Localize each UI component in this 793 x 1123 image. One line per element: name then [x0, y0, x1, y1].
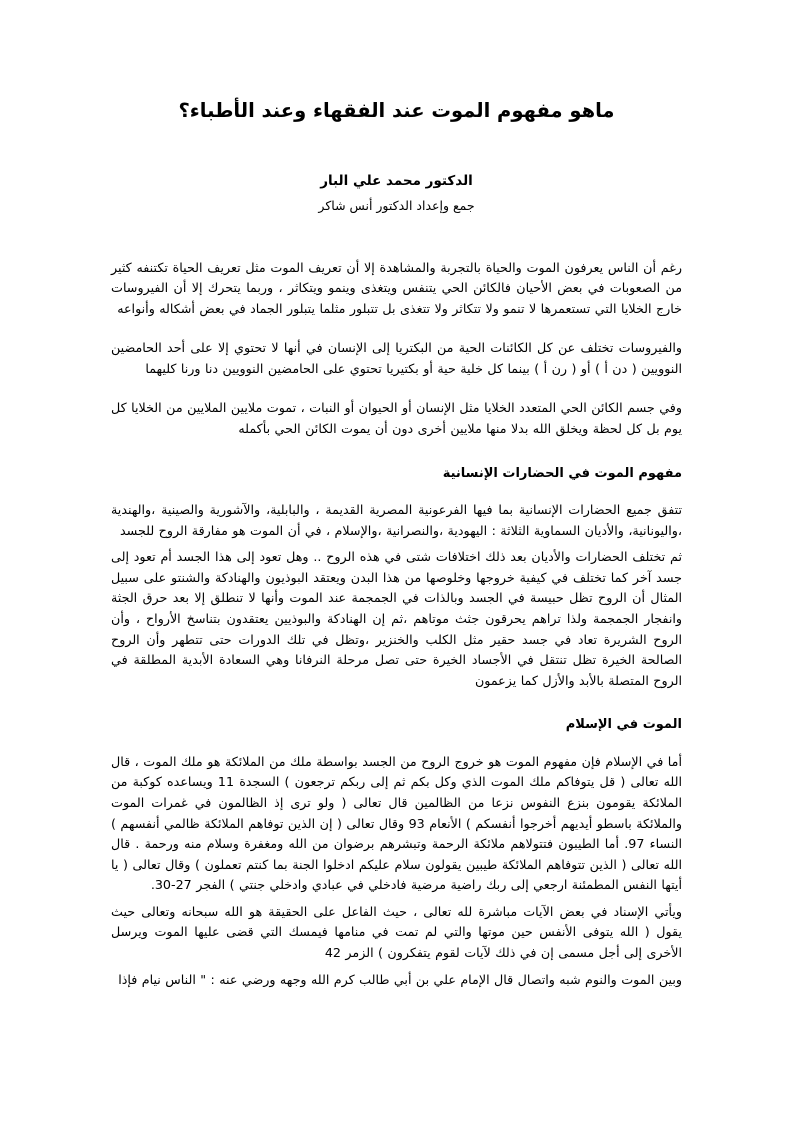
page-title: ماهو مفهوم الموت عند الفقهاء وعند الأطباء؟ — [178, 99, 615, 122]
byline — [111, 171, 682, 215]
intro-paragraph-3: وفي جسم الكائن الحي المتعدد الخلايا مثل الإنسان أو الحيوان أو النبات ، تموت ملايين الملايين من الخلايا كل يوم بل كل لحظة ويخلق الله بدلا منها ملايين أخرى دون أن يموت الكائن الحي بأكمله — [111, 400, 682, 437]
islam-paragraph-1: أما في الإسلام فإن مفهوم الموت هو خروج الروح من الجسد بواسطة ملك من الملائكة هو ملك الموت ، قال الله تعالى ( قل يتوفاكم ملك الموت الذي وكل بكم ثم إلى ربكم ترجعون ) السجدة 11 ويساعده كوكبة من الملائكة يقومون بنزع النفوس نزعا من الظالمين قال تعالى ( ولو ترى إذ الظالمون في غمرات الموت والملائكة باسطو أيديهم أخرجوا أنفسكم ) الأنعام 93 وقال تعالى ( إن الذين توفاهم الملائكة ظالمي أنفسهم ) النساء 97. أما الطيبون فتتولاهم ملائكة الرحمة وتبشرهم برضوان من الله ومغفرة وسلام منه ورحمة . قال الله تعالى ( الذين تتوفاهم الملائكة طيبين يقولون سلام عليكم ادخلوا الجنة بما كنتم تعملون ) وقال تعالى ( يا أيتها النفس المطمئنة ارجعي إلى ربك راضية مرضية فادخلي في عبادي وادخلي جنتي ) الفجر 27-30. — [111, 753, 682, 893]
section-heading-islam: الموت في الإسلام — [565, 717, 682, 733]
section-heading-civilizations: مفهوم الموت في الحضارات الإنسانية — [442, 465, 682, 481]
islam-paragraph-3: وبين الموت والنوم شبه واتصال قال الإمام علي بن أبي طالب كرم الله وجهه ورضي عنه : " الناس نيام فإذا — [118, 971, 682, 987]
compiler-name: جمع وإعداد الدكتور أنس شاكر — [318, 198, 475, 214]
islam-paragraph-2: ويأتي الإسناد في بعض الآيات مباشرة لله تعالى ، حيث الفاعل على الحقيقة هو الله سبحانه وتعالى حيث يقول ( الله يتوفى الأنفس حين موتها والتي لم تمت في منامها فيمسك التي قضى عليها الموت ويرسل الأخرى إلى أجل مسمى إن في ذلك لآيات لقوم يتفكرون ) الزمر 42 — [111, 903, 682, 960]
document-content — [111, 96, 682, 1009]
intro-paragraph-1: رغم أن الناس يعرفون الموت والحياة بالتجربة والمشاهدة إلا أن تعريف الموت مثل تعريف الحياة تكتنفه كثير من الصعوبات في بعض الأحيان فالكائن الحي يتنفس ويتغذى وينمو ويتكاثر ، وربما يتحرك إلا أن الفيروسات خارج الخلايا التي تستعمرها لا تنمو ولا تتكاثر ولا تتغذى بل تتبلور مثلما يتبلور الجماد في بعض أشكاله وأنواعه — [111, 259, 682, 316]
civilizations-paragraph-2: ثم تختلف الحضارات والأديان بعد ذلك اختلافات شتى في هذه الروح .. وهل تعود إلى هذا الجسد أم تعود إلى جسد آخر كما تختلف في كيفية خروجها وخلوصها من هذا البدن ويعتقد البوذيون والهنادكة والشنتو على سبيل المثال أن الروح تظل حبيسة في الجسد وبالذات في الجمجمة عند الموت وأنها لا تنطلق إلا بعد حرق الجثة وانفجار الجمجمة ولذا تراهم يحرقون جثث موتاهم ،ثم إن الهنادكة والبوذيين يعتقدون بتناسخ الأرواح ، وأن الروح الشريرة تعاد في جسد حقير مثل الكلب والخنزير ،وتظل في تلك الدورات حتى تتطهر وأن الروح الصالحة الخيرة تظل تنتقل في الأجساد الخيرة حتى تصل مرحلة النرفانا وهي السعادة الأبدية المطلقة في الروح المتصلة بالأبد والأزل كما يزعمون — [111, 549, 682, 688]
civilizations-paragraph-1: تتفق جميع الحضارات الإنسانية بما فيها الفرعونية المصرية القديمة ، والبابلية، والآشورية والصينية ،والهندية ،واليونانية، والأديان السماوية الثلاثة : اليهودية ،والنصرانية ،والإسلام ، في أن الموت هو مفارقة الروح للجسد — [111, 502, 682, 538]
author-name: الدكتور محمد علي البار — [320, 173, 473, 190]
intro-paragraph-2: والفيروسات تختلف عن كل الكائنات الحية من البكتريا إلى الإنسان في أنها لا تحتوي إلا على أحد الحامضين النوويين ( دن أ ) أو ( رن أ ) بينما كل خلية حية أو بكتيريا تحتوي على الحامضين النوويين دنا ورنا كليهما — [111, 340, 682, 376]
